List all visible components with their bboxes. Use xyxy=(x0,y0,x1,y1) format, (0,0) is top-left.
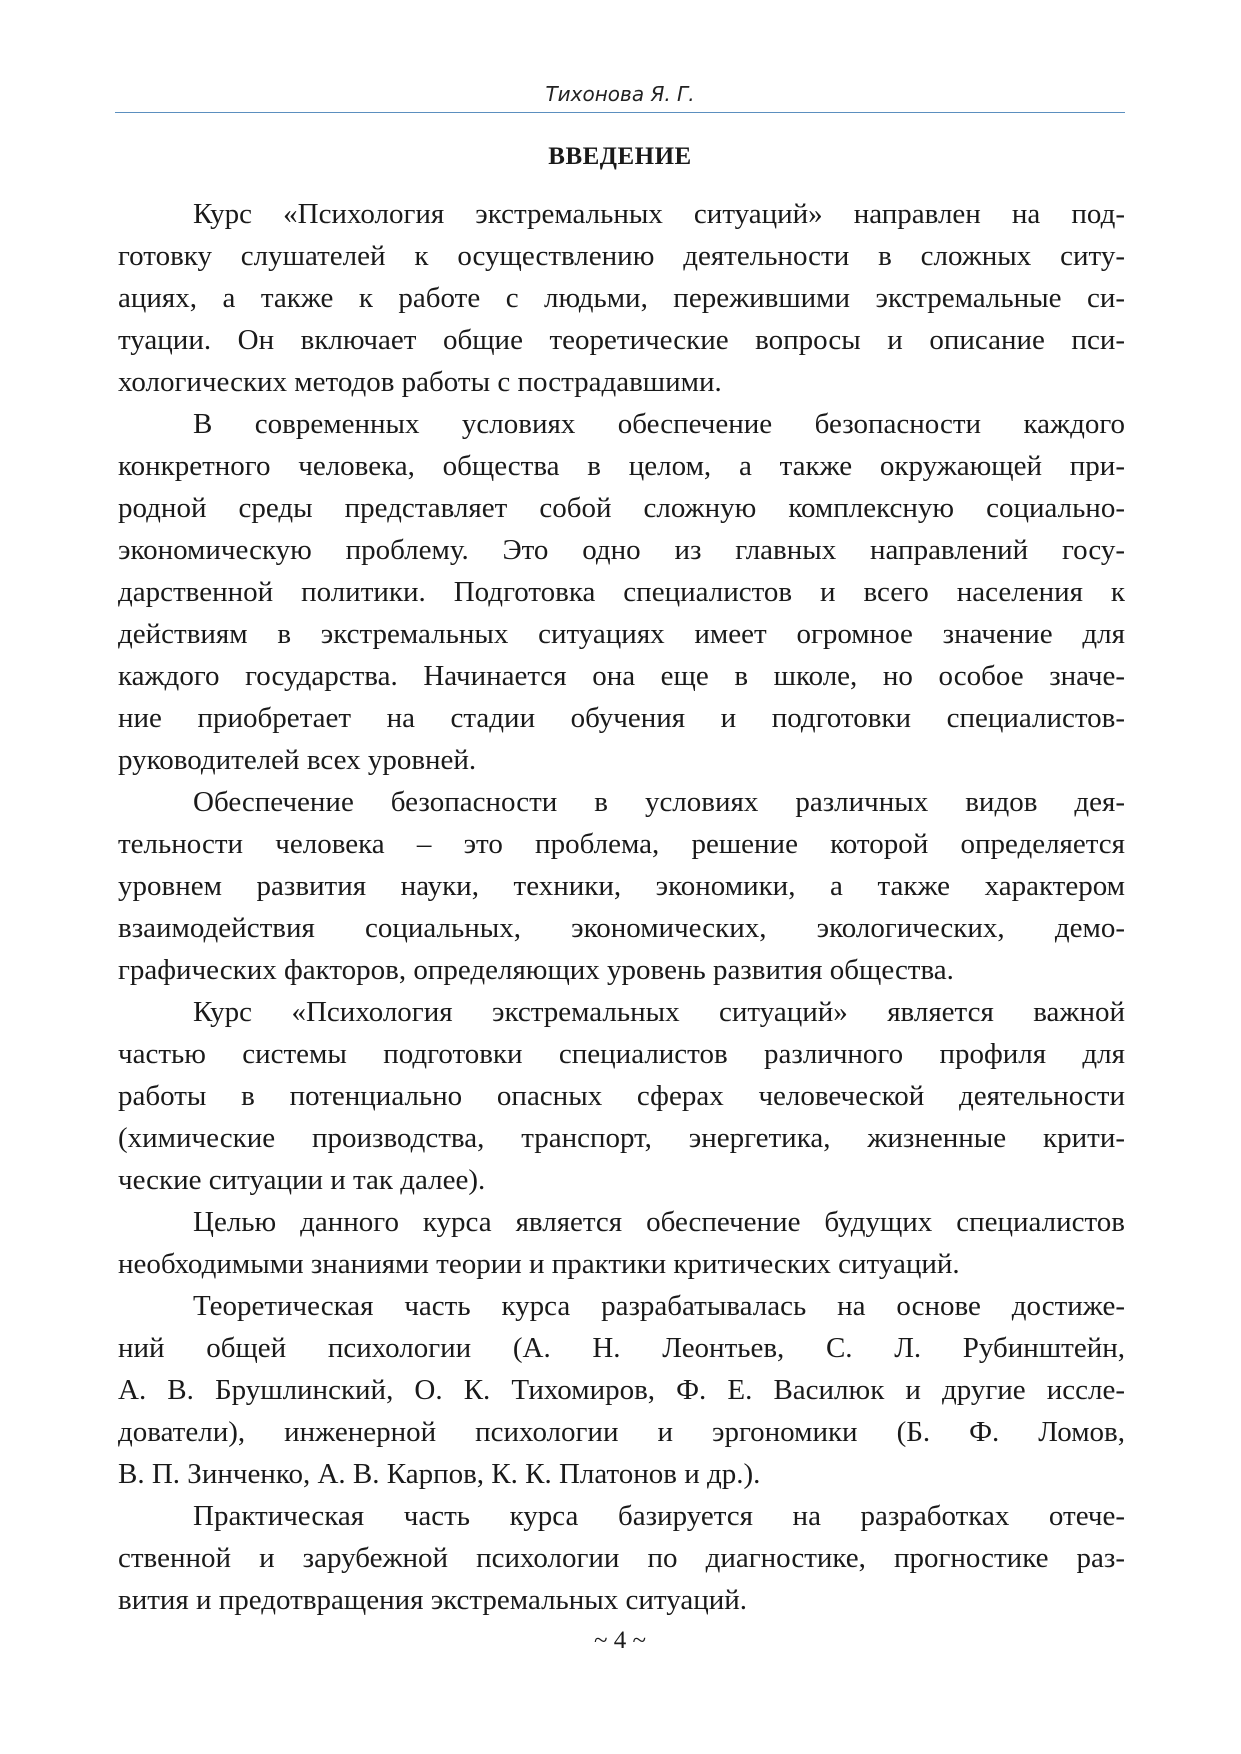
paragraph-line: ний общей психологии (А. Н. Леонтьев, С. Л. Рубинштейн, xyxy=(118,1332,1125,1364)
paragraph-line: необходимыми знаниями теории и практики критических ситуаций. xyxy=(118,1248,960,1280)
paragraph xyxy=(118,1495,1125,1621)
section-title: ВВЕДЕНИЕ xyxy=(548,143,692,170)
paragraph-line: дователи), инженерной психологии и эргономики (Б. Ф. Ломов, xyxy=(118,1416,1125,1448)
paragraph-line: В. П. Зинченко, А. В. Карпов, К. К. Платонов и др.). xyxy=(118,1458,761,1490)
paragraph-line: готовку слушателей к осуществлению деятельности в сложных ситу- xyxy=(118,240,1125,272)
paragraph-line: взаимодействия социальных, экономических, экологических, демо- xyxy=(118,912,1125,944)
paragraph-line: экономическую проблему. Это одно из главных направлений госу- xyxy=(118,534,1125,566)
paragraph-line: туации. Он включает общие теоретические вопросы и описание пси- xyxy=(118,324,1125,356)
paragraph-line: дарственной политики. Подготовка специалистов и всего населения к xyxy=(118,576,1125,608)
paragraph-line: А. В. Брушлинский, О. К. Тихомиров, Ф. Е. Василюк и другие иссле- xyxy=(118,1374,1125,1406)
paragraph-line: графических факторов, определяющих уровень развития общества. xyxy=(118,954,954,986)
paragraph-line: (химические производства, транспорт, энергетика, жизненные крити- xyxy=(118,1122,1125,1154)
paragraph-line: ческие ситуации и так далее). xyxy=(118,1164,486,1196)
paragraph-line: Целью данного курса является обеспечение будущих специалистов xyxy=(193,1206,1125,1238)
paragraph-line: каждого государства. Начинается она еще в школе, но особое значе- xyxy=(118,660,1125,692)
paragraph xyxy=(118,193,1125,403)
paragraph-line: ациях, а также к работе с людьми, пережившими экстремальные си- xyxy=(118,282,1125,314)
header-divider xyxy=(115,112,1125,113)
paragraph xyxy=(118,403,1125,781)
body-text xyxy=(118,193,1125,1621)
paragraph-line: Курс «Психология экстремальных ситуаций» направлен на под- xyxy=(193,198,1125,230)
paragraph-line: ние приобретает на стадии обучения и подготовки специалистов- xyxy=(118,702,1125,734)
paragraph-line: ственной и зарубежной психологии по диагностике, прогностике раз- xyxy=(118,1542,1125,1574)
paragraph-line: В современных условиях обеспечение безопасности каждого xyxy=(193,408,1125,440)
paragraph-line: руководителей всех уровней. xyxy=(118,744,477,776)
paragraph-line: хологических методов работы с пострадавшими. xyxy=(118,366,722,398)
running-header-author: Тихонова Я. Г. xyxy=(545,82,695,106)
paragraph xyxy=(118,991,1125,1201)
paragraph-line: Теоретическая часть курса разрабатывалась на основе достиже- xyxy=(193,1290,1125,1322)
paragraph-line: Обеспечение безопасности в условиях различных видов дея- xyxy=(193,786,1125,818)
paragraph-line: родной среды представляет собой сложную комплексную социально- xyxy=(118,492,1125,524)
paragraph-line: действиям в экстремальных ситуациях имеет огромное значение для xyxy=(118,618,1125,650)
paragraph xyxy=(118,781,1125,991)
paragraph-line: вития и предотвращения экстремальных ситуаций. xyxy=(118,1584,748,1616)
paragraph-line: уровнем развития науки, техники, экономики, а также характером xyxy=(118,870,1125,902)
paragraph-line: частью системы подготовки специалистов различного профиля для xyxy=(118,1038,1125,1070)
paragraph-line: тельности человека – это проблема, решение которой определяется xyxy=(118,828,1125,860)
paragraph-line: Практическая часть курса базируется на разработках отече- xyxy=(193,1500,1125,1532)
page-number: ~ 4 ~ xyxy=(593,1627,647,1654)
paragraph xyxy=(118,1201,1125,1285)
paragraph xyxy=(118,1285,1125,1495)
paragraph-line: работы в потенциально опасных сферах человеческой деятельности xyxy=(118,1080,1125,1112)
paragraph-line: Курс «Психология экстремальных ситуаций» является важной xyxy=(193,996,1125,1028)
paragraph-line: конкретного человека, общества в целом, а также окружающей при- xyxy=(118,450,1125,482)
